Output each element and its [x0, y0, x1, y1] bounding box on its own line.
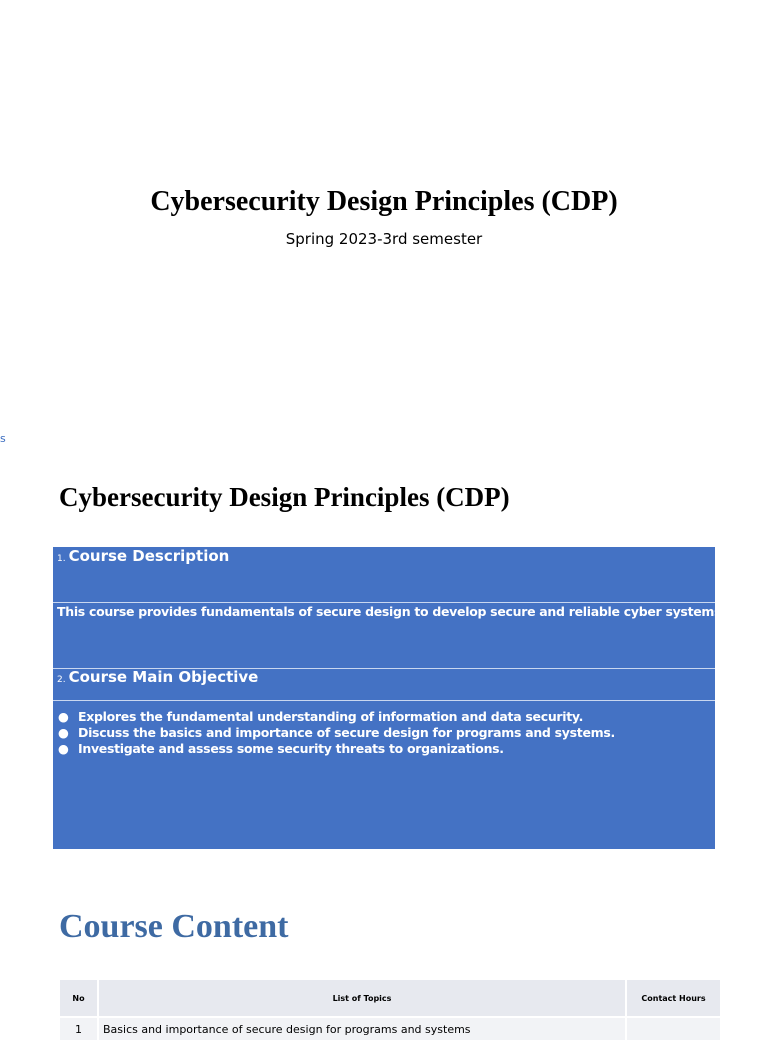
list-item — [53, 709, 715, 725]
bullet-icon: ● — [58, 741, 69, 756]
column-header-hours: Contact Hours — [626, 980, 721, 1017]
divider — [53, 700, 715, 701]
course-objective-header — [53, 668, 715, 700]
course-content-title: Course Content — [59, 908, 289, 945]
divider — [53, 602, 715, 603]
bullet-icon: ● — [58, 709, 69, 724]
edge-mark: s — [0, 432, 6, 445]
course-description-header — [53, 547, 715, 602]
course-objective-number: 2. — [57, 675, 66, 685]
course-info-box — [53, 547, 726, 849]
objective-text: Investigate and assess some security threats to organizations. — [78, 741, 504, 756]
course-content-table — [60, 980, 722, 1040]
section-title: Cybersecurity Design Principles (CDP) — [59, 482, 510, 512]
column-header-topics: List of Topics — [98, 980, 626, 1017]
bullet-icon: ● — [58, 725, 69, 740]
cover-title: Cybersecurity Design Principles (CDP) — [150, 186, 618, 217]
course-objective-list — [53, 709, 715, 757]
course-description-text: This course provides fundamentals of secure design to develop secure and reliable cyber systems. — [57, 604, 726, 619]
course-description-number: 1. — [57, 554, 66, 564]
course-description-heading: Course Description — [68, 547, 230, 565]
list-item — [53, 741, 715, 757]
table-row — [60, 1017, 721, 1040]
table-header-row — [60, 980, 721, 1017]
course-objective-heading: Course Main Objective — [68, 668, 259, 686]
column-header-no: No — [60, 980, 98, 1017]
row-topic: Basics and importance of secure design for programs and systems — [98, 1017, 626, 1040]
objective-text: Explores the fundamental understanding of information and data security. — [78, 709, 584, 724]
cover-subtitle: Spring 2023-3rd semester — [285, 230, 483, 248]
list-item — [53, 725, 715, 741]
row-number: 1 — [60, 1017, 98, 1040]
objective-text: Discuss the basics and importance of secure design for programs and systems. — [78, 725, 615, 740]
row-hours — [626, 1017, 721, 1040]
